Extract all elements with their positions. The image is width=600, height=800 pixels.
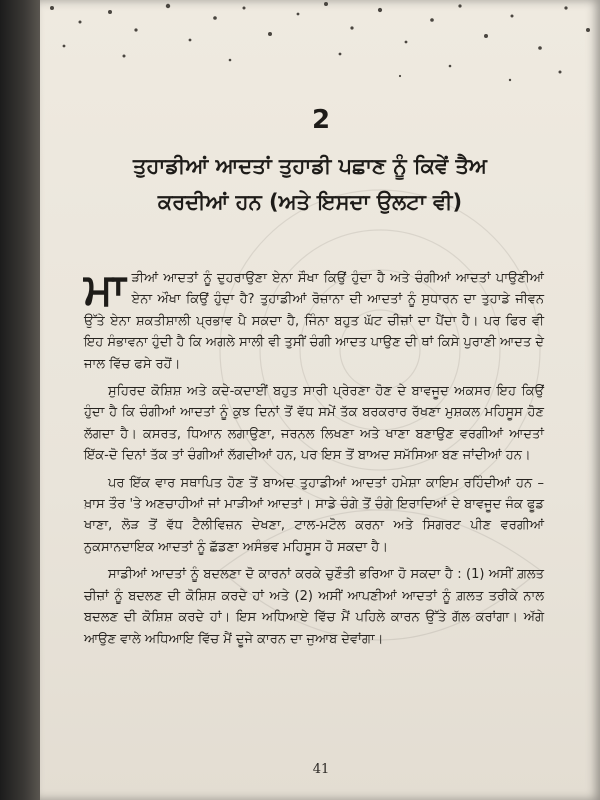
body-text [84, 264, 544, 656]
page-number: 41 [312, 762, 330, 777]
chapter-title-line-1: ਤੁਹਾਡੀਆਂ ਆਦਤਾਂ ਤੁਹਾਡੀ ਪਛਾਣ ਨੂੰ ਕਿਵੇਂ ਤੈਅ [133, 154, 487, 178]
chapter-title [70, 148, 550, 220]
paragraph-4: ਸਾਡੀਆਂ ਆਦਤਾਂ ਨੂੰ ਬਦਲਣਾ ਦੋ ਕਾਰਨਾਂ ਕਰਕੇ ਚੁਣੌਤੀ ਭਰਿਆ ਹੋ ਸਕਦਾ ਹੈ : (1) ਅਸੀਂ ਗ਼ਲਤ ਚੀਜ਼ਾਂ ਨੂੰ ਬਦਲਣ ਦੀ ਕੋਸ਼ਿਸ਼ ਕਰਦੇ ਹਾਂ ਅਤੇ (2) ਅਸੀਂ ਆਪਣੀਆਂ ਆਦਤਾਂ ਨੂੰ ਗ਼ਲਤ ਤਰੀਕੇ ਨਾਲ ਬਦਲਣ ਦੀ ਕੋਸ਼ਿਸ਼ ਕਰਦੇ ਹਾਂ। ਇਸ ਅਧਿਆਏ ਵਿੱਚ ਮੈਂ ਪਹਿਲੇ ਕਾਰਨ ਉੱਤੇ ਗੱਲ ਕਰਾਂਗਾ। ਅੱਗੇ ਆਉਣ ਵਾਲੇ ਅਧਿਆਇ ਵਿੱਚ ਮੈਂ ਦੂਜੇ ਕਾਰਨ ਦਾ ਜੁਆਬ ਦੇਵਾਂਗਾ। [84, 567, 544, 647]
decorative-dots [40, 0, 600, 100]
paragraph-1 [84, 264, 544, 375]
book-page [40, 0, 600, 800]
book-spine-shadow [0, 0, 40, 800]
drop-cap: ਮਾ [84, 264, 126, 315]
chapter-title-line-2: ਕਰਦੀਆਂ ਹਨ (ਅਤੇ ਇਸਦਾ ਉਲਟਾ ਵੀ) [157, 190, 463, 214]
paragraph-3: ਪਰ ਇੱਕ ਵਾਰ ਸਥਾਪਿਤ ਹੋਣ ਤੋਂ ਬਾਅਦ ਤੁਹਾਡੀਆਂ ਆਦਤਾਂ ਹਮੇਸ਼ਾ ਕਾਇਮ ਰਹਿੰਦੀਆਂ ਹਨ – ਖ਼ਾਸ ਤੌਰ 'ਤੇ ਅਣਚਾਹੀਆਂ ਜਾਂ ਮਾੜੀਆਂ ਆਦਤਾਂ। ਸਾਡੇ ਚੰਗੇ ਤੋਂ ਚੰਗੇ ਇਰਾਦਿਆਂ ਦੇ ਬਾਵਜੂਦ ਜੰਕ ਫੂਡ ਖਾਣਾ, ਲੋੜ ਤੋਂ ਵੱਧ ਟੈਲੀਵਿਜ਼ਨ ਦੇਖਣਾ, ਟਾਲ-ਮਟੋਲ ਕਰਨਾ ਅਤੇ ਸਿਗਰਟ ਪੀਣ ਵਰਗੀਆਂ ਨੁਕਸਾਨਦਾਇਕ ਆਦਤਾਂ ਨੂੰ ਛੱਡਣਾ ਅਸੰਭਵ ਮਹਿਸੂਸ ਹੋ ਸਕਦਾ ਹੈ। [84, 475, 544, 555]
paragraph-2: ਸੁਹਿਰਦ ਕੋਸ਼ਿਸ਼ ਅਤੇ ਕਦੇ-ਕਦਾਈਂ ਬਹੁਤ ਸਾਰੀ ਪ੍ਰੇਰਣਾ ਹੋਣ ਦੇ ਬਾਵਜੂਦ ਅਕਸਰ ਇਹ ਕਿਉਂ ਹੁੰਦਾ ਹੈ ਕਿ ਚੰਗੀਆਂ ਆਦਤਾਂ ਨੂੰ ਕੁਝ ਦਿਨਾਂ ਤੋਂ ਵੱਧ ਸਮੇਂ ਤੱਕ ਬਰਕਰਾਰ ਰੱਖਣਾ ਮੁਸ਼ਕਲ ਮਹਿਸੂਸ ਹੋਣ ਲੱਗਦਾ ਹੈ। ਕਸਰਤ, ਧਿਆਨ ਲਗਾਉਣਾ, ਜਰਨਲ ਲਿਖਣਾ ਅਤੇ ਖਾਣਾ ਬਣਾਉਣ ਵਰਗੀਆਂ ਆਦਤਾਂ ਇੱਕ-ਦੋ ਦਿਨਾਂ ਤੱਕ ਤਾਂ ਚੰਗੀਆਂ ਲੱਗਦੀਆਂ ਹਨ, ਪਰ ਇਸ ਤੋਂ ਬਾਅਦ ਸਮੱਸਿਆ ਬਣ ਜਾਂਦੀਆਂ ਹਨ। [84, 384, 544, 464]
chapter-number: 2 [311, 105, 331, 135]
paragraph-1-text: ੜੀਆਂ ਆਦਤਾਂ ਨੂੰ ਦੁਹਰਾਉਣਾ ਏਨਾ ਸੌਖਾ ਕਿਉਂ ਹੁੰਦਾ ਹੈ ਅਤੇ ਚੰਗੀਆਂ ਆਦਤਾਂ ਪਾਉਣੀਆਂ ਏਨਾ ਔਖਾ ਕਿਉਂ ਹੁੰਦਾ ਹੈ? ਤੁਹਾਡੀਆਂ ਰੋਜ਼ਾਨਾ ਦੀ ਆਦਤਾਂ ਨੂੰ ਸੁਧਾਰਨ ਦਾ ਤੁਹਾਡੇ ਜੀਵਨ ਉੱਤੇ ਏਨਾ ਸ਼ਕਤੀਸ਼ਾਲੀ ਪ੍ਰਭਾਵ ਪੈ ਸਕਦਾ ਹੈ, ਜਿੰਨਾ ਬਹੁਤ ਘੱਟ ਚੀਜ਼ਾਂ ਦਾ ਪੈਂਦਾ ਹੈ। ਪਰ ਫਿਰ ਵੀ ਇਹ ਸੰਭਾਵਨਾ ਹੁੰਦੀ ਹੈ ਕਿ ਅਗਲੇ ਸਾਲੀ ਵੀ ਤੁਸੀਂ ਚੰਗੀ ਆਦਤ ਪਾਉਣ ਦੀ ਥਾਂ ਕਿਸੇ ਪੁਰਾਣੀ ਆਦਤ ਦੇ ਜਾਲ ਵਿੱਚ ਫਸੇ ਰਹੋਂ। [84, 271, 544, 372]
